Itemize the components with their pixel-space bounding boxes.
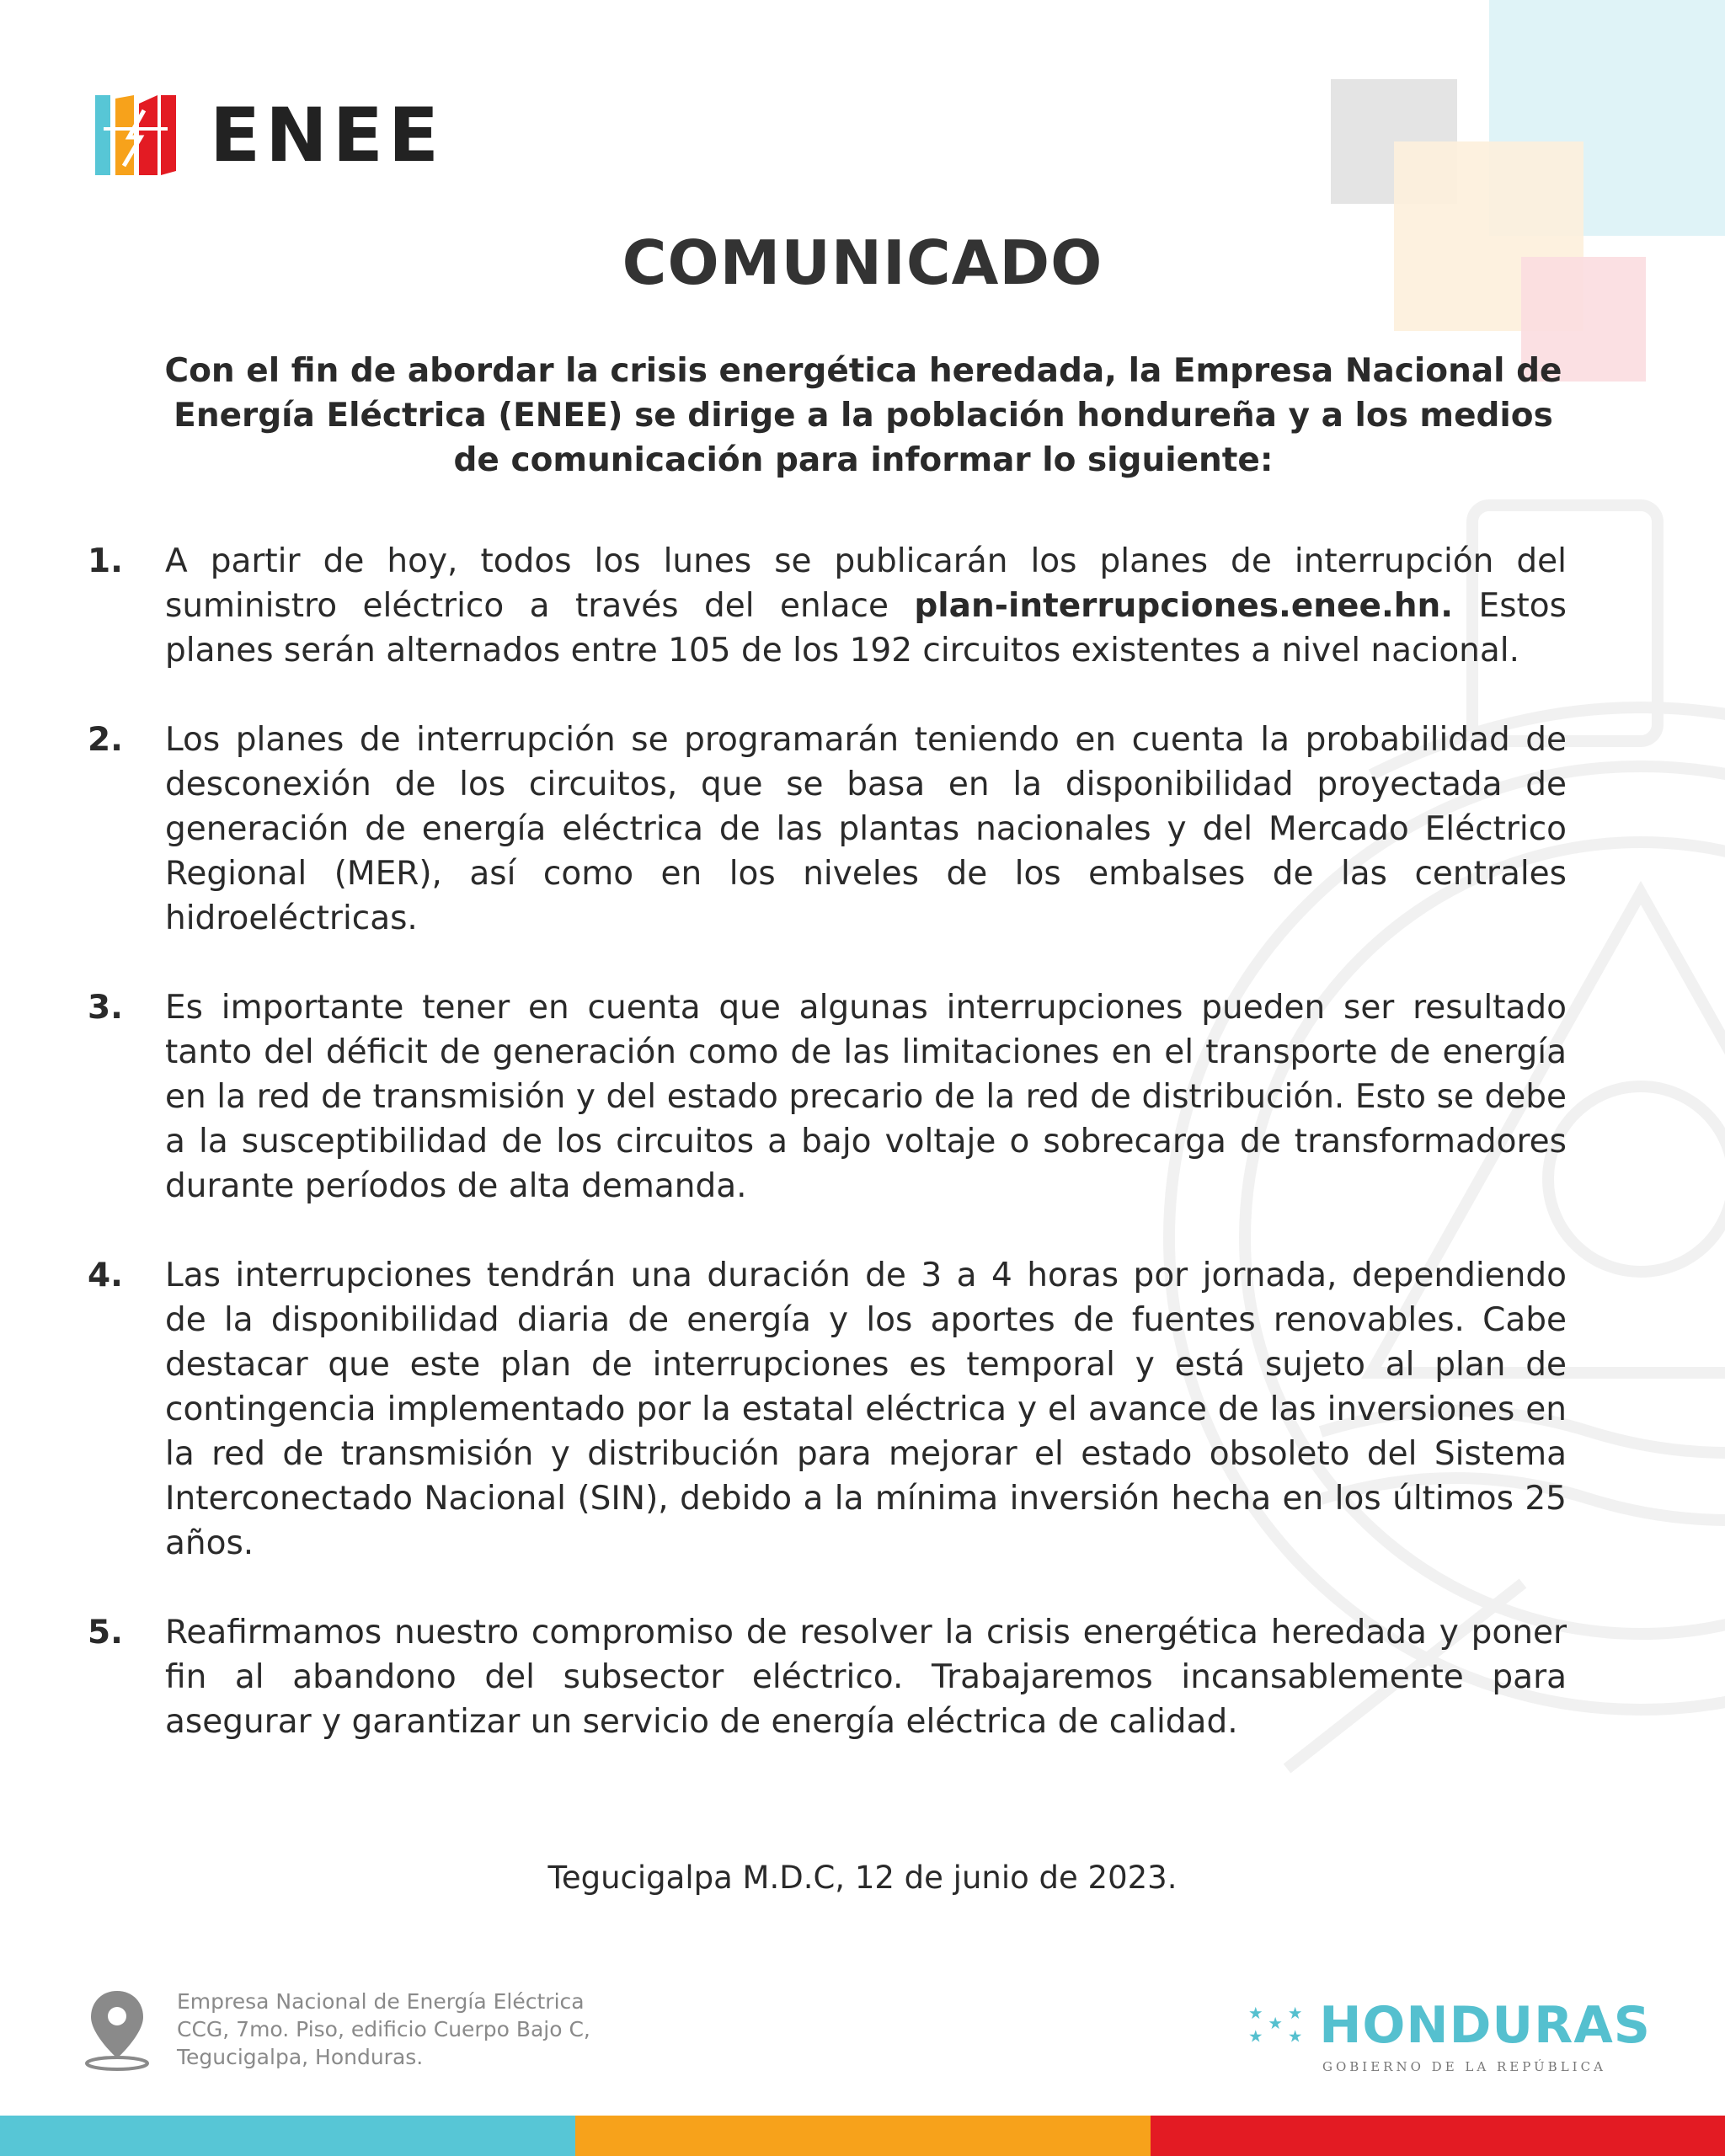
- stripe-blue: [0, 2116, 575, 2156]
- dateline: Tegucigalpa M.D.C, 12 de junio de 2023.: [547, 1860, 1178, 1896]
- points-list: [88, 539, 1567, 1789]
- enee-logo-icon: [95, 95, 176, 175]
- location-pin-icon: [83, 1988, 152, 2072]
- svg-text:★: ★: [1287, 2004, 1303, 2024]
- page-title: COMUNICADO: [622, 227, 1103, 298]
- enee-logo: [95, 91, 444, 179]
- point-number: 3.: [88, 989, 123, 1027]
- stripe-red: [1151, 2116, 1725, 2156]
- enee-logo-text: ENEE: [210, 91, 444, 179]
- point-text: Reafirmamos nuestro compromiso de resolver la crisis energética heredada y poner fin al abandono del subsector eléctrico. Trabajaremos incansablemente para asegurar y garantizar un servicio de energía eléctrica de calidad.: [165, 1614, 1567, 1741]
- five-stars-icon: [1247, 2000, 1312, 2051]
- interruption-plan-link[interactable]: plan-interrupciones.enee.hn.: [914, 587, 1454, 625]
- svg-text:★: ★: [1247, 2026, 1263, 2047]
- list-item: [88, 985, 1567, 1209]
- list-item: [88, 718, 1567, 941]
- footer-address: [83, 1988, 590, 2072]
- honduras-wordmark: HONDURAS: [1319, 1996, 1651, 2055]
- list-item: [88, 1253, 1567, 1566]
- svg-text:★: ★: [1287, 2026, 1303, 2047]
- address-lines: [177, 1988, 590, 2071]
- point-number: 4.: [88, 1257, 123, 1294]
- point-text-after: Estos planes serán alternados entre 105 de los 192 circuitos existentes a nivel nacional.: [165, 587, 1567, 670]
- stripe-orange: [575, 2116, 1151, 2156]
- government-subtitle: GOBIERNO DE LA REPÚBLICA: [1322, 2059, 1606, 2074]
- point-text: Es importante tener en cuenta que algunas interrupciones pueden ser resultado tanto del déficit de generación como de las limitaciones en el transporte de energía en la red de transmisión y del estado precario de la red de distribución. Esto se debe a la susceptibilidad de los circuitos a bajo voltaje o sobrecarga de transformadores durante períodos de alta demanda.: [165, 989, 1567, 1205]
- address-line: CCG, 7mo. Piso, edificio Cuerpo Bajo C,: [177, 2017, 590, 2041]
- point-text: Los planes de interrupción se programarán teniendo en cuenta la probabilidad de desconexión de los circuitos, que se basa en la disponibilidad proyectada de generación de energía eléctrica de las plantas nacionales y del Mercado Eléctrico Regional (MER), así como en los niveles de los embalses de las centrales hidroeléctricas.: [165, 721, 1567, 937]
- point-number: 1.: [88, 542, 123, 580]
- address-line: Empresa Nacional de Energía Eléctrica: [177, 1989, 585, 2014]
- address-line: Tegucigalpa, Honduras.: [177, 2045, 424, 2069]
- point-number: 5.: [88, 1614, 123, 1652]
- point-text-before: A partir de hoy, todos los lunes se publicarán los planes de interrupción del suministro eléctrico a través del enlace: [165, 542, 1567, 625]
- point-text: Las interrupciones tendrán una duración de 3 a 4 horas por jornada, dependiendo de la disponibilidad diaria de energía y los aportes de fuentes renovables. Cabe destacar que este plan de interrupciones es temporal y está sujeto al plan de contingencia implementado por la estatal eléctrica y el avance de las inversiones en la red de transmisión y distribución para mejorar el estado obsoleto del Sistema Interconectado Nacional (SIN), debido a la mínima inversión hecha en los últimos 25 años.: [165, 1257, 1567, 1562]
- honduras-government-logo: [1247, 1996, 1651, 2074]
- svg-text:★: ★: [1268, 2013, 1283, 2033]
- list-item: [88, 539, 1567, 673]
- point-number: 2.: [88, 721, 123, 759]
- list-item: [88, 1610, 1567, 1744]
- intro-paragraph: Con el fin de abordar la crisis energética heredada, la Empresa Nacional de Energía Eléctrica (ENEE) se dirige a la población hondureña y a los medios de comunicación para informar lo siguiente:: [164, 352, 1562, 479]
- point-text: [165, 539, 1567, 673]
- svg-text:★: ★: [1247, 2004, 1263, 2024]
